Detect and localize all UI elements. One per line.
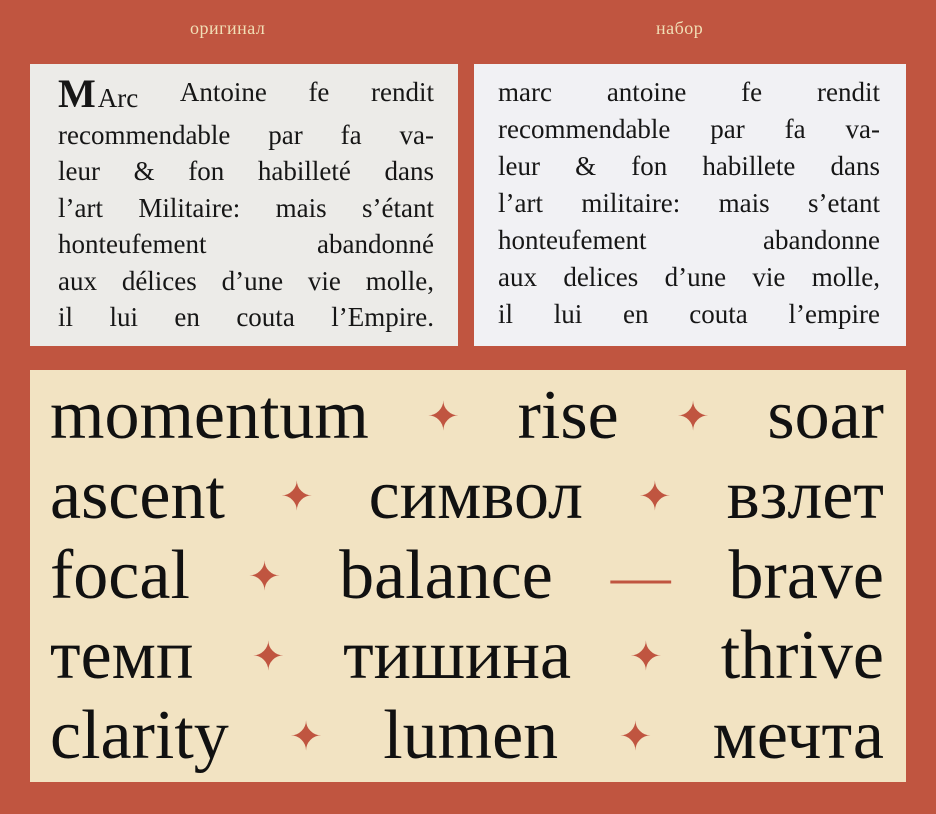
word: l’art bbox=[58, 192, 103, 223]
word: militaire: bbox=[581, 188, 681, 218]
word: par bbox=[710, 114, 745, 144]
text-line bbox=[498, 74, 880, 111]
drop-cap: M bbox=[58, 71, 96, 116]
star-separator-icon: ✦ bbox=[618, 713, 653, 759]
word: l’empire bbox=[788, 299, 880, 329]
specimen-word: ascent bbox=[50, 457, 225, 534]
specimen-word: символ bbox=[368, 457, 583, 534]
word: habilleté bbox=[257, 156, 351, 186]
word: s’étant bbox=[362, 192, 434, 223]
specimen-word: rise bbox=[517, 377, 619, 454]
word: molle, bbox=[811, 262, 880, 292]
word: aux bbox=[498, 262, 537, 292]
word: dans bbox=[384, 156, 434, 186]
word: abandonné bbox=[317, 229, 434, 259]
word: honteufement bbox=[498, 225, 647, 255]
word: recommendable bbox=[58, 119, 231, 150]
specimen-word: soar bbox=[767, 377, 884, 454]
text-line bbox=[58, 190, 434, 227]
word: fa bbox=[784, 114, 806, 144]
specimen-word: взлет bbox=[726, 457, 884, 534]
word: abandonne bbox=[763, 225, 880, 255]
word: délices bbox=[121, 265, 197, 296]
word: mais bbox=[275, 192, 327, 223]
specimen-word: balance bbox=[339, 537, 553, 614]
word: d’une bbox=[664, 262, 727, 292]
word: va- bbox=[845, 114, 880, 144]
specimen-row bbox=[50, 376, 884, 456]
word: habillete bbox=[702, 151, 796, 181]
text-line bbox=[58, 71, 434, 117]
word: & bbox=[575, 151, 597, 181]
star-separator-icon: ✦ bbox=[676, 393, 710, 439]
word: leur bbox=[58, 156, 100, 186]
text-line bbox=[498, 111, 880, 148]
star-separator-icon: ✦ bbox=[638, 473, 672, 519]
star-separator-icon: ✦ bbox=[279, 473, 314, 519]
word: leur bbox=[498, 151, 540, 181]
star-separator-icon: ✦ bbox=[289, 713, 323, 759]
text-line bbox=[58, 299, 434, 336]
star-separator-icon: ✦ bbox=[247, 553, 282, 599]
word: Antoine bbox=[179, 77, 267, 107]
specimen-word: lumen bbox=[383, 697, 559, 774]
word: rendit bbox=[817, 77, 880, 107]
word: vie bbox=[752, 262, 786, 292]
text-line bbox=[58, 263, 434, 300]
text-line bbox=[498, 222, 880, 259]
word: l’art bbox=[498, 188, 543, 218]
text-line bbox=[58, 117, 434, 154]
word: & bbox=[133, 156, 155, 186]
original-scan-panel bbox=[30, 64, 458, 346]
word: d’une bbox=[221, 265, 284, 296]
specimen-row bbox=[50, 696, 884, 776]
word: fe bbox=[741, 77, 763, 107]
word: antoine bbox=[606, 77, 687, 107]
text-line bbox=[58, 153, 434, 190]
specimen-word: тишина bbox=[343, 617, 572, 694]
word: fe bbox=[308, 77, 330, 107]
first-word bbox=[58, 71, 139, 117]
star-separator-icon: ✦ bbox=[251, 633, 286, 679]
specimen-word: focal bbox=[50, 537, 190, 614]
word: il bbox=[58, 302, 74, 332]
word: lui bbox=[553, 299, 583, 329]
word: Arc bbox=[97, 83, 139, 113]
word: va- bbox=[399, 119, 434, 150]
word: delices bbox=[563, 262, 639, 292]
word: aux bbox=[58, 265, 97, 296]
text-line bbox=[498, 185, 880, 222]
specimen-word: мечта bbox=[712, 697, 884, 774]
star-separator-icon: ✦ bbox=[629, 633, 663, 679]
text-line bbox=[498, 296, 880, 333]
specimen-word: темп bbox=[50, 617, 194, 694]
specimen-panel bbox=[30, 370, 906, 782]
text-line bbox=[498, 259, 880, 296]
word: par bbox=[268, 119, 303, 150]
word: couta bbox=[236, 302, 295, 332]
word: dans bbox=[830, 151, 880, 181]
specimen-row bbox=[50, 456, 884, 536]
specimen-row bbox=[50, 536, 884, 616]
word: en bbox=[623, 299, 649, 329]
specimen-word: momentum bbox=[50, 377, 369, 454]
original-label: оригинал bbox=[190, 18, 266, 38]
word: il bbox=[498, 299, 514, 329]
specimen-word: brave bbox=[728, 537, 884, 614]
dash-separator: — bbox=[610, 542, 671, 609]
word: lui bbox=[109, 302, 138, 332]
specimen-word: thrive bbox=[720, 617, 884, 694]
word: marc bbox=[498, 77, 552, 107]
word: honteufement bbox=[58, 229, 207, 259]
typeset-label: набор bbox=[656, 18, 704, 38]
text-line bbox=[498, 148, 880, 185]
word: l’Empire. bbox=[331, 302, 434, 332]
word: vie bbox=[307, 265, 341, 296]
word: Militaire: bbox=[138, 192, 241, 223]
word: fon bbox=[188, 156, 225, 186]
typeset-panel bbox=[474, 64, 906, 346]
text-line bbox=[58, 226, 434, 263]
word: fon bbox=[631, 151, 668, 181]
word: s’etant bbox=[808, 188, 880, 218]
star-separator-icon: ✦ bbox=[426, 393, 460, 439]
word: couta bbox=[689, 299, 748, 329]
specimen-row bbox=[50, 616, 884, 696]
specimen-word: clarity bbox=[50, 697, 229, 774]
word: mais bbox=[718, 188, 770, 218]
word: fa bbox=[340, 119, 362, 150]
word: en bbox=[174, 302, 200, 332]
word: molle, bbox=[365, 265, 434, 296]
word: rendit bbox=[371, 77, 434, 107]
word: recommendable bbox=[498, 114, 671, 144]
